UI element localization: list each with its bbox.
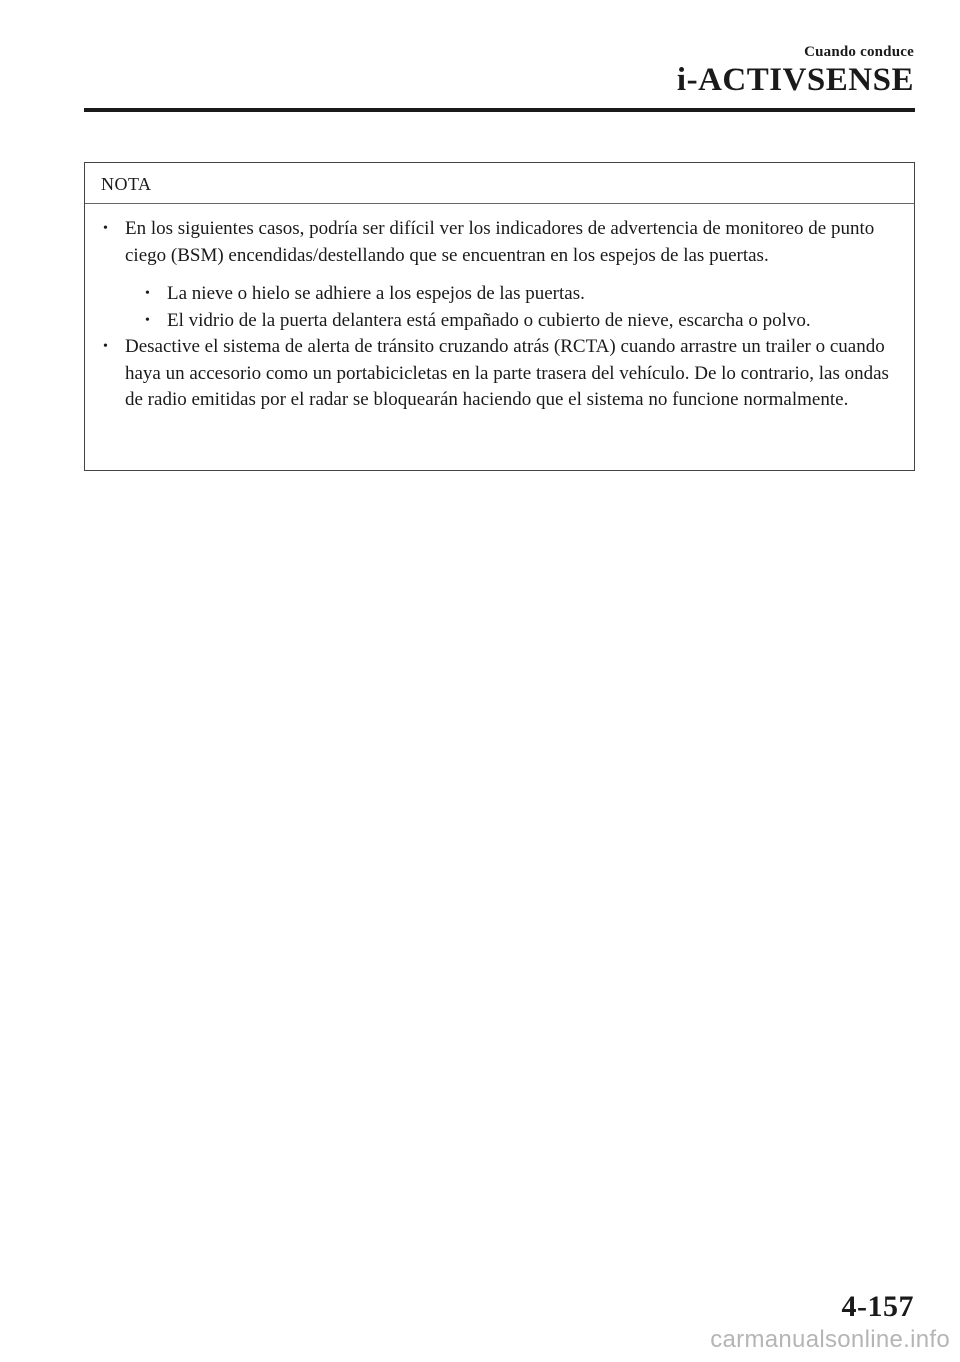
bullet-icon: • [103, 221, 108, 236]
bullet-icon: • [145, 286, 150, 301]
note-subitem-text: La nieve o hielo se adhiere a los espejos de las puertas. [167, 283, 585, 304]
note-subitem-1 [143, 281, 908, 308]
watermark: carmanualsonline.info [710, 1326, 950, 1353]
header-rule [84, 108, 915, 112]
note-sublist [143, 281, 908, 334]
note-subitem-text: El vidrio de la puerta delantera está empañado o cubierto de nieve, escarcha o polvo. [167, 309, 811, 331]
bullet-icon: • [145, 312, 150, 328]
note-divider [85, 203, 914, 204]
note-title: NOTA [101, 174, 152, 194]
section-label: Cuando conduce [804, 44, 914, 60]
note-body [101, 216, 908, 414]
chapter-title: i-ACTIVSENSE [676, 62, 914, 98]
note-item-text: Desactive el sistema de alerta de tránsito cruzando atrás (RCTA) cuando arrastre un trailer o cuando haya un accesorio como un portabicicletas en la parte trasera del vehículo. De lo contrario, las ondas de radio emitidas por el radar se bloquearán haciendo que el sistema no funcione normalmente. [125, 336, 889, 410]
note-box [84, 162, 915, 471]
note-subitem-2 [143, 308, 908, 335]
bullet-icon: • [103, 339, 108, 354]
note-item-text: En los siguientes casos, podría ser difícil ver los indicadores de advertencia de monitoreo de punto ciego (BSM) encendidas/destellando que se encuentran en los espejos de las puertas. [125, 218, 875, 266]
note-item-1 [101, 216, 908, 334]
page-number: 4-157 [841, 1290, 914, 1323]
note-item-2 [101, 334, 908, 414]
